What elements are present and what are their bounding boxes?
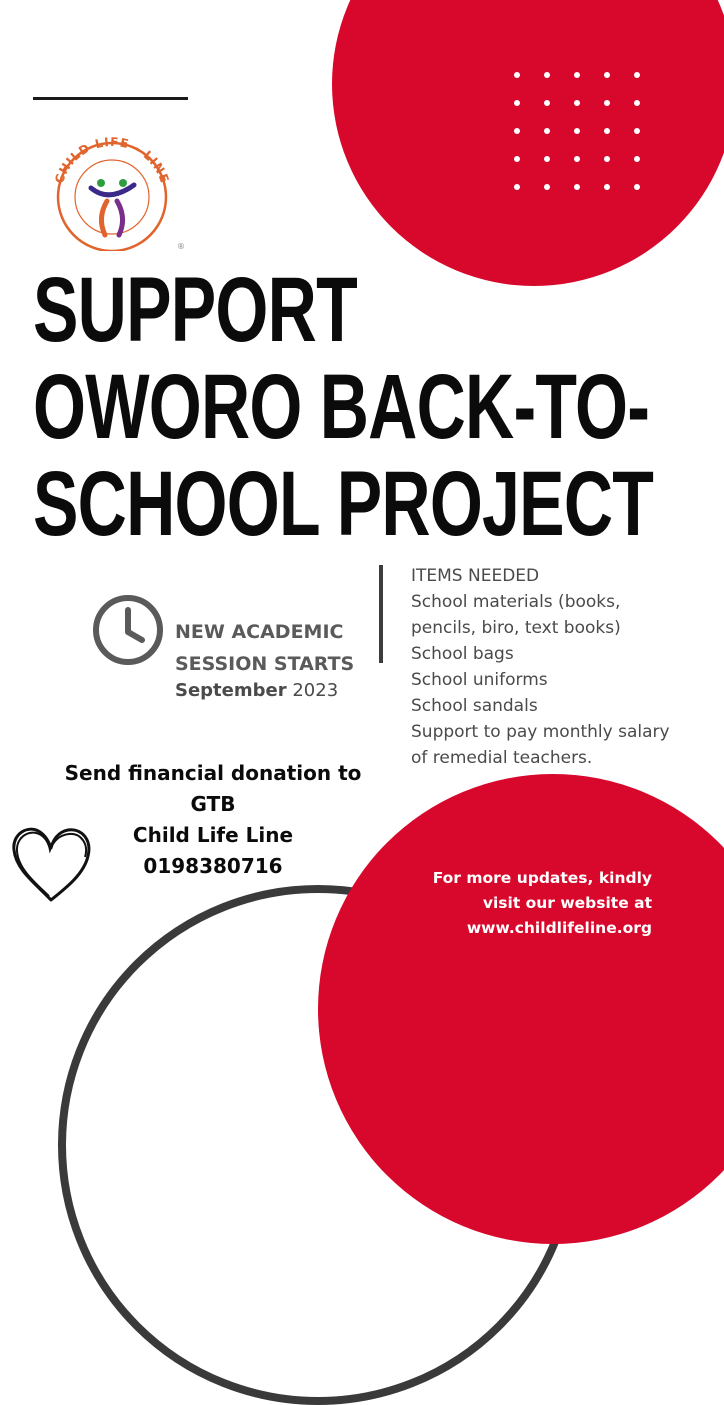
donation-account-name: Child Life Line (132, 823, 294, 847)
headline-line-1: SUPPORT (33, 259, 357, 361)
logo-block (33, 97, 189, 255)
decor-dot (514, 184, 520, 190)
website-info (420, 866, 652, 941)
decor-dot (604, 156, 610, 162)
decor-dot (574, 184, 580, 190)
list-item: of remedial teachers. (411, 748, 593, 768)
headline (33, 259, 654, 555)
decor-dot (574, 156, 580, 162)
decor-dot (544, 128, 550, 134)
donation-bank: GTB (190, 792, 236, 816)
list-item: pencils, biro, text books) (411, 618, 621, 638)
decor-dot (634, 72, 640, 78)
child-life-line-logo (39, 133, 185, 251)
session-year: 2023 (292, 680, 339, 701)
heart-icon (6, 818, 96, 908)
decor-dot (604, 100, 610, 106)
clock-icon (92, 594, 164, 666)
donation-line-1: Send financial donation to (64, 761, 362, 785)
decor-dot (604, 128, 610, 134)
decor-dot (514, 156, 520, 162)
list-item: School uniforms (411, 670, 548, 690)
session-title (175, 616, 375, 680)
items-needed-list (411, 563, 711, 771)
session-date (175, 680, 338, 701)
donation-account-number: 0198380716 (143, 854, 283, 878)
decor-dot (574, 100, 580, 106)
decor-dot (604, 184, 610, 190)
updates-line-1: For more updates, kindly (432, 869, 652, 887)
logo-figure-icon (91, 179, 134, 235)
decor-dot (634, 184, 640, 190)
decor-dot (514, 128, 520, 134)
session-title-line-2: SESSION STARTS (175, 653, 355, 675)
decor-dot (574, 128, 580, 134)
decor-dot (544, 156, 550, 162)
logo-rule (33, 97, 188, 100)
session-month: September (175, 680, 287, 701)
list-item: School sandals (411, 696, 538, 716)
decor-dot (514, 100, 520, 106)
logo-registered-mark: ® (177, 242, 185, 251)
website-link[interactable]: www.childlifeline.org (466, 919, 652, 937)
decor-dot (634, 100, 640, 106)
decor-dot (634, 156, 640, 162)
list-item: School materials (books, (411, 592, 621, 612)
decor-dot (544, 72, 550, 78)
divider-line (379, 565, 383, 663)
items-heading: ITEMS NEEDED (411, 566, 540, 586)
headline-line-3: SCHOOL PROJECT (33, 453, 654, 555)
list-item: School bags (411, 644, 514, 664)
logo-org-name: CHILD LIFE - LINE (52, 134, 172, 186)
headline-line-2: OWORO BACK-TO- (33, 356, 650, 458)
list-item: Support to pay monthly salary (411, 722, 670, 742)
session-title-line-1: NEW ACADEMIC (175, 621, 344, 643)
decor-dot (544, 184, 550, 190)
decor-dot (574, 72, 580, 78)
updates-line-2: visit our website at (482, 894, 652, 912)
decor-dot (544, 100, 550, 106)
decor-dot (634, 128, 640, 134)
decor-dot (514, 72, 520, 78)
decor-dot (604, 72, 610, 78)
